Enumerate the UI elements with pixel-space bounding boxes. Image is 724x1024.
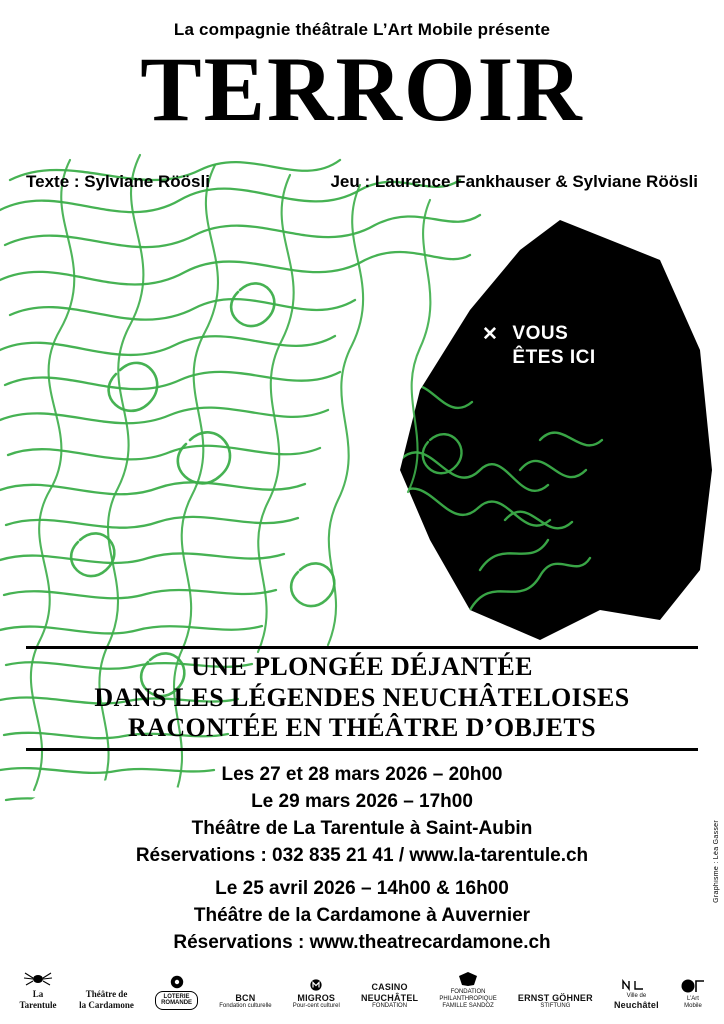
company-presents-line: La compagnie théâtrale L’Art Mobile présente [173, 20, 551, 39]
sponsor-logo-cardamone [79, 989, 134, 1010]
sponsor-name-line2: Pour-cent culturel [292, 1003, 340, 1010]
sponsor-name-line2: Ville de [626, 992, 647, 999]
reservation-line[interactable]: Réservations : www.theatrecardamone.ch [173, 931, 551, 953]
reservation-line[interactable]: Réservations : 032 835 21 41 / www.la-tarentule.ch [135, 844, 589, 866]
sponsor-name-line2: STIFTUNG [540, 1003, 571, 1010]
sponsor-name-line2: Fondation culturelle [219, 1003, 272, 1010]
circle-dot-icon [170, 975, 184, 989]
map-silhouette [400, 220, 712, 640]
graphic-designer-credit: Graphisme : Léa Gasser [713, 820, 720, 903]
tagline-line-2: DANS LES LÉGENDES NEUCHÂTELOISES [94, 682, 630, 712]
date-line: Le 29 mars 2026 – 17h00 [251, 790, 473, 812]
sponsor-logo-tarentule [18, 969, 58, 1010]
nl-monogram-icon [619, 979, 653, 991]
sponsor-logos [0, 969, 724, 1010]
you-are-here-line1: VOUS [512, 323, 569, 344]
crest-icon [457, 971, 479, 987]
divider-top [26, 646, 698, 649]
tagline-line-1: UNE PLONGÉE DÉJANTÉE [191, 652, 533, 681]
sponsor-name [155, 991, 198, 1010]
art-mobile-mark-icon [680, 978, 706, 994]
you-are-here-line2: ÊTES ICI [512, 346, 596, 368]
date-line: Les 27 et 28 mars 2026 – 20h00 [221, 764, 503, 785]
tagline-line-3: RACONTÉE EN THÉÂTRE D’OBJETS [128, 713, 596, 743]
sponsor-name-line2: PHILANTHROPIQUE [439, 996, 497, 1003]
sponsor-logo-fondation-sandoz [439, 971, 496, 1010]
venue-line: Théâtre de La Tarentule à Saint-Aubin [191, 817, 533, 839]
sponsor-name-line1: BCN [235, 992, 256, 1003]
sponsor-logo-migros [293, 979, 340, 1010]
sponsor-logo-ville-neuchatel [614, 979, 659, 1010]
sponsor-name-line2: NEUCHÂTEL [360, 992, 419, 1003]
performance-block-cardamone [0, 876, 724, 957]
venue-line: Théâtre de la Cardamone à Auvernier [193, 904, 531, 926]
sponsor-name-line2: ROMANDE [161, 1000, 193, 1007]
sponsor-name-line1: L’Art [686, 996, 699, 1003]
divider-middle [26, 748, 698, 751]
sponsor-name-line1: CASINO [371, 982, 408, 993]
credits-row [26, 172, 698, 192]
sponsor-name-line1: ERNST GÖHNER [517, 992, 593, 1003]
migros-m-icon [310, 979, 322, 991]
spider-icon [18, 969, 58, 987]
sponsor-name-line2: Tarentule [19, 999, 57, 1010]
sponsor-logo-art-mobile [680, 978, 706, 1010]
sponsor-name-line1: La [32, 989, 44, 1000]
page-title: TERROIR [140, 38, 584, 140]
sponsor-logo-casino-neuchatel [361, 982, 418, 1010]
sponsor-name-line1: FONDATION [450, 989, 486, 996]
sponsor-name-line1: Théâtre de [85, 989, 128, 1000]
sponsor-name-line1: MIGROS [297, 992, 336, 1003]
you-are-here-marker [482, 322, 596, 370]
sponsor-name-line3: FONDATION [372, 1003, 408, 1010]
credit-cast: Jeu : Laurence Fankhauser & Sylviane Röösli [330, 172, 698, 191]
sponsor-name-line3: Neuchâtel [613, 999, 659, 1010]
date-line: Le 25 avril 2026 – 14h00 & 16h00 [215, 878, 509, 899]
sponsor-logo-bcn [219, 993, 271, 1010]
sponsor-name-line2: la Cardamone [79, 999, 134, 1010]
sponsor-name-line3: FAMILLE SANDOZ [442, 1003, 494, 1010]
sponsor-logo-loterie-romande [155, 975, 198, 1010]
credit-text: Texte : Sylviane Röösli [26, 172, 210, 191]
sponsor-name-line1: LOTERIE [163, 993, 190, 1000]
performance-block-tarentule [0, 762, 724, 870]
sponsor-logo-ernst-gohner [518, 993, 593, 1010]
tagline [0, 652, 724, 744]
sponsor-name-line2: Mobile [684, 1003, 702, 1010]
x-marker-icon: ✕ [482, 324, 499, 345]
